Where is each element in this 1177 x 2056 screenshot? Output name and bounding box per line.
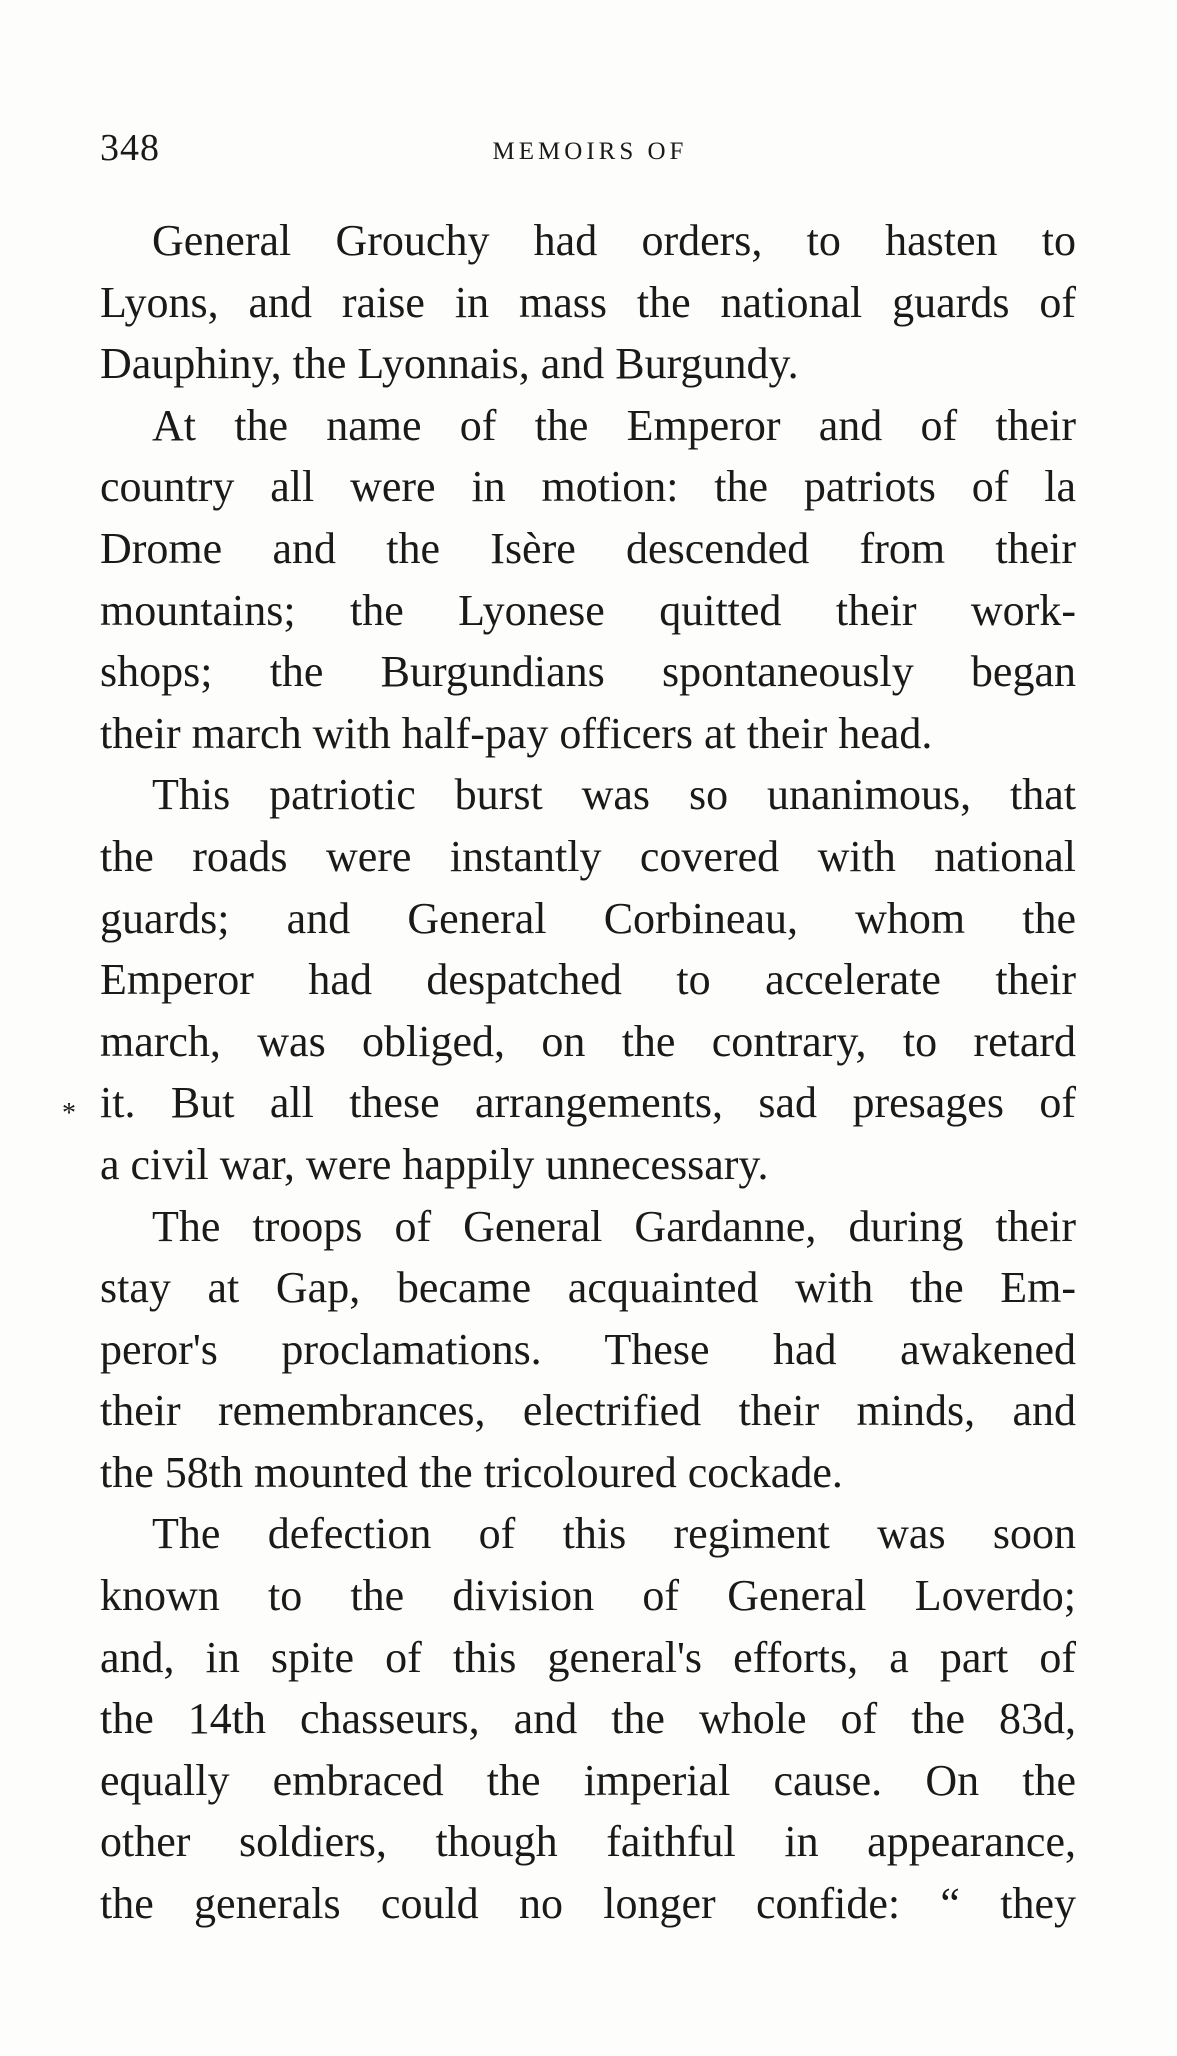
text-line: This patriotic burst was so unanimous, that [152, 770, 1076, 820]
text-line: shops; the Burgundians spontaneously began [100, 647, 1076, 697]
text-line: mountains; the Lyonese quitted their work- [100, 585, 1076, 635]
text-line: peror's proclamations. These had awakened [100, 1324, 1076, 1374]
paragraph [100, 1196, 1076, 1504]
text-line: the 58th mounted the tricoloured cockade. [100, 1447, 843, 1497]
text-line: stay at Gap, became acquainted with the Em- [100, 1263, 1076, 1313]
text-line: their march with half-pay officers at their head. [100, 708, 933, 758]
text-line: and, in spite of this general's efforts, a part of [100, 1632, 1076, 1682]
text-line: known to the division of General Loverdo; [100, 1571, 1076, 1621]
text-line: General Grouchy had orders, to hasten to [152, 216, 1076, 265]
paragraph [100, 1503, 1076, 1934]
text-line: the generals could no longer confide: “ they [100, 1879, 1076, 1929]
text-line: march, was obliged, on the contrary, to retard [100, 1016, 1076, 1066]
text-line: their remembrances, electrified their minds, and [100, 1386, 1076, 1436]
paragraph [100, 210, 1076, 395]
text-line: the 14th chasseurs, and the whole of the 83d, [100, 1694, 1076, 1744]
text-line: the roads were instantly covered with national [100, 831, 1076, 881]
body-text [100, 210, 1076, 1935]
page-number: 348 [100, 127, 160, 169]
text-line: it. But all these arrangements, sad presages of [100, 1078, 1076, 1128]
page-header [100, 126, 1080, 176]
text-line: equally embraced the imperial cause. On the [100, 1755, 1076, 1805]
running-head: MEMOIRS OF [492, 138, 688, 165]
text-line: Drome and the Isère descended from their [100, 523, 1076, 573]
paragraph [100, 764, 1076, 1195]
text-line: Emperor had despatched to accelerate their [100, 955, 1076, 1005]
margin-mark: * [62, 1098, 76, 1129]
paragraph [100, 395, 1076, 765]
text-line: The defection of this regiment was soon [152, 1509, 1076, 1559]
text-line: a civil war, were happily unnecessary. [100, 1139, 769, 1189]
text-line: guards; and General Corbineau, whom the [100, 893, 1076, 943]
text-line: country all were in motion: the patriots of la [100, 462, 1076, 512]
text-line: Lyons, and raise in mass the national guards of [100, 277, 1076, 327]
text-line: other soldiers, though faithful in appearance, [100, 1817, 1076, 1867]
text-line: The troops of General Gardanne, during their [152, 1201, 1076, 1251]
text-line: At the name of the Emperor and of their [152, 400, 1076, 450]
text-line: Dauphiny, the Lyonnais, and Burgundy. [100, 339, 799, 389]
